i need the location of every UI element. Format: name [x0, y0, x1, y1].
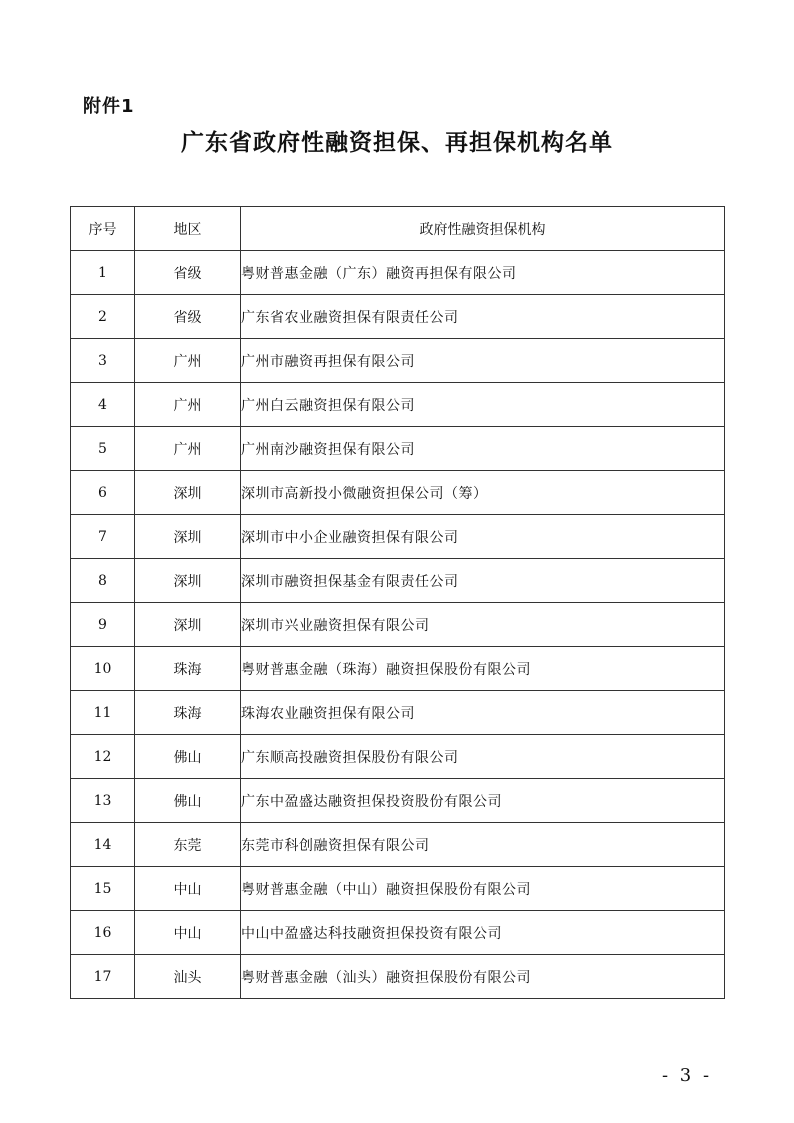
table-row — [71, 427, 725, 471]
cell-region: 深圳 — [135, 515, 241, 559]
page-number: - 3 - — [662, 1065, 713, 1086]
cell-region: 中山 — [135, 911, 241, 955]
table-row — [71, 251, 725, 295]
cell-region: 汕头 — [135, 955, 241, 999]
cell-serial-number: 14 — [71, 823, 135, 867]
cell-region: 深圳 — [135, 471, 241, 515]
cell-region: 省级 — [135, 295, 241, 339]
cell-institution: 广东省农业融资担保有限责任公司 — [241, 295, 725, 339]
cell-serial-number: 12 — [71, 735, 135, 779]
cell-region: 中山 — [135, 867, 241, 911]
cell-region: 珠海 — [135, 691, 241, 735]
table-row — [71, 515, 725, 559]
table-header-row — [71, 207, 725, 251]
header-institution: 政府性融资担保机构 — [241, 207, 725, 251]
cell-region: 广州 — [135, 339, 241, 383]
table-row — [71, 559, 725, 603]
table-row — [71, 691, 725, 735]
cell-institution: 粤财普惠金融（中山）融资担保股份有限公司 — [241, 867, 725, 911]
cell-serial-number: 13 — [71, 779, 135, 823]
guarantee-institution-table — [70, 206, 725, 999]
cell-institution: 珠海农业融资担保有限公司 — [241, 691, 725, 735]
cell-institution: 广州市融资再担保有限公司 — [241, 339, 725, 383]
cell-serial-number: 15 — [71, 867, 135, 911]
cell-institution: 东莞市科创融资担保有限公司 — [241, 823, 725, 867]
table-row — [71, 735, 725, 779]
cell-region: 佛山 — [135, 779, 241, 823]
cell-region: 省级 — [135, 251, 241, 295]
cell-serial-number: 3 — [71, 339, 135, 383]
cell-region: 深圳 — [135, 559, 241, 603]
cell-institution: 粤财普惠金融（广东）融资再担保有限公司 — [241, 251, 725, 295]
cell-institution: 广州南沙融资担保有限公司 — [241, 427, 725, 471]
document-title: 广东省政府性融资担保、再担保机构名单 — [181, 129, 613, 156]
table-row — [71, 911, 725, 955]
cell-serial-number: 2 — [71, 295, 135, 339]
cell-serial-number: 8 — [71, 559, 135, 603]
cell-institution: 粤财普惠金融（汕头）融资担保股份有限公司 — [241, 955, 725, 999]
cell-serial-number: 11 — [71, 691, 135, 735]
cell-serial-number: 5 — [71, 427, 135, 471]
table-row — [71, 295, 725, 339]
table-row — [71, 955, 725, 999]
cell-institution: 深圳市中小企业融资担保有限公司 — [241, 515, 725, 559]
cell-serial-number: 4 — [71, 383, 135, 427]
cell-serial-number: 17 — [71, 955, 135, 999]
cell-serial-number: 9 — [71, 603, 135, 647]
cell-serial-number: 10 — [71, 647, 135, 691]
cell-institution: 粤财普惠金融（珠海）融资担保股份有限公司 — [241, 647, 725, 691]
table-row — [71, 647, 725, 691]
table-row — [71, 383, 725, 427]
cell-serial-number: 6 — [71, 471, 135, 515]
cell-institution: 广东顺高投融资担保股份有限公司 — [241, 735, 725, 779]
table-row — [71, 603, 725, 647]
cell-region: 广州 — [135, 383, 241, 427]
table-row — [71, 471, 725, 515]
cell-serial-number: 7 — [71, 515, 135, 559]
cell-institution: 深圳市高新投小微融资担保公司（筹） — [241, 471, 725, 515]
table-row — [71, 339, 725, 383]
cell-serial-number: 16 — [71, 911, 135, 955]
cell-institution: 深圳市兴业融资担保有限公司 — [241, 603, 725, 647]
cell-institution: 广州白云融资担保有限公司 — [241, 383, 725, 427]
cell-region: 珠海 — [135, 647, 241, 691]
cell-region: 深圳 — [135, 603, 241, 647]
attachment-label: 附件1 — [83, 96, 135, 117]
cell-institution: 中山中盈盛达科技融资担保投资有限公司 — [241, 911, 725, 955]
header-serial-number: 序号 — [71, 207, 135, 251]
cell-region: 广州 — [135, 427, 241, 471]
cell-institution: 深圳市融资担保基金有限责任公司 — [241, 559, 725, 603]
table-row — [71, 779, 725, 823]
cell-region: 佛山 — [135, 735, 241, 779]
header-region: 地区 — [135, 207, 241, 251]
cell-serial-number: 1 — [71, 251, 135, 295]
cell-region: 东莞 — [135, 823, 241, 867]
cell-institution: 广东中盈盛达融资担保投资股份有限公司 — [241, 779, 725, 823]
table-row — [71, 867, 725, 911]
table-row — [71, 823, 725, 867]
